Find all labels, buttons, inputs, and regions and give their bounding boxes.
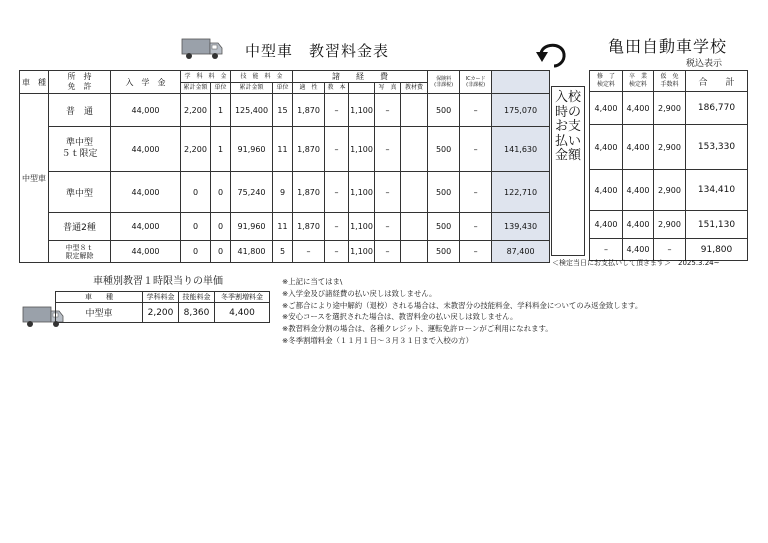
- ic-card-cell: –: [460, 213, 492, 241]
- academic-units-cell: 0: [211, 172, 231, 213]
- exam-fee-table: [589, 70, 748, 261]
- subtotal-cell: 141,630: [492, 127, 550, 172]
- admission-cell: 44,000: [111, 172, 181, 213]
- blank-cell: [401, 213, 428, 241]
- graduation-cell: 4,400: [623, 170, 654, 211]
- table-row: [590, 92, 748, 125]
- academic-total-cell: 0: [181, 213, 211, 241]
- subtotal-cell: 139,430: [492, 213, 550, 241]
- subtotal-cell: 122,710: [492, 172, 550, 213]
- header-misc: 諸 経 費: [293, 71, 428, 83]
- skill-units-cell: 11: [273, 213, 293, 241]
- blank-cell: [401, 241, 428, 263]
- note-item: ※冬季割増料金（１１月１日～３月３１日まで入校の方）: [282, 335, 473, 345]
- skill-units-cell: 5: [273, 241, 293, 263]
- note-item: ※教習料金分割の場合は、各種クレジット、運転免許ローンがご利用になれます。: [282, 324, 553, 334]
- header-skill-units: 単位: [273, 83, 293, 94]
- header-skill-total: 累計金額: [231, 83, 273, 94]
- skill-total-cell: 41,800: [231, 241, 273, 263]
- graduation-cell: 4,400: [623, 125, 654, 170]
- total-cell: 153,330: [686, 125, 748, 170]
- provisional-cell: 2,900: [654, 170, 686, 211]
- header-insurance: 保険料 (非課税): [428, 71, 460, 94]
- unit-academic-cell: 2,200: [143, 303, 179, 323]
- admission-cell: 44,000: [111, 127, 181, 172]
- textbook-cell: –: [325, 172, 349, 213]
- photo-cell: 1,100: [349, 213, 375, 241]
- header-textbook: 教 本: [325, 83, 349, 94]
- blank-cell: [401, 172, 428, 213]
- note-item: ※ご都合により途中解約（退校）される場合は、未教習分の技能料金、学科料金についてのみ返金致します。: [282, 300, 643, 310]
- ic-card-cell: –: [460, 241, 492, 263]
- materials-cell: –: [375, 127, 401, 172]
- license-cell: 準中型: [49, 172, 111, 213]
- page-title: 中型車 教習料金表: [245, 42, 390, 60]
- aptitude-cell: 1,870: [293, 172, 325, 213]
- completion-cell: 4,400: [590, 211, 623, 239]
- skill-units-cell: 15: [273, 94, 293, 127]
- materials-cell: –: [375, 172, 401, 213]
- insurance-cell: 500: [428, 172, 460, 213]
- academic-units-cell: 0: [211, 213, 231, 241]
- skill-total-cell: 75,240: [231, 172, 273, 213]
- textbook-cell: –: [325, 94, 349, 127]
- textbook-cell: –: [325, 127, 349, 172]
- aptitude-cell: –: [293, 241, 325, 263]
- header-photo: 写 真: [375, 83, 401, 94]
- ic-card-cell: –: [460, 127, 492, 172]
- completion-cell: 4,400: [590, 125, 623, 170]
- academic-units-cell: 1: [211, 94, 231, 127]
- table-row: [20, 241, 550, 263]
- unit-winter-cell: 4,400: [215, 303, 270, 323]
- header-aptitude: 適 性: [293, 83, 325, 94]
- skill-units-cell: 11: [273, 127, 293, 172]
- graduation-cell: 4,400: [623, 239, 654, 261]
- ic-card-cell: –: [460, 94, 492, 127]
- header-completion-fee: 修 了 検定料: [590, 71, 623, 92]
- vehicle-type-cell: 中型車: [20, 94, 49, 263]
- license-cell: 普 通: [49, 94, 111, 127]
- total-cell: 134,410: [686, 170, 748, 211]
- textbook-cell: –: [325, 213, 349, 241]
- skill-total-cell: 91,960: [231, 127, 273, 172]
- table-row: [20, 127, 550, 172]
- academic-units-cell: 1: [211, 127, 231, 172]
- header-provisional-fee: 仮 免 手数料: [654, 71, 686, 92]
- notes: [282, 276, 642, 347]
- header-admission: 入 学 金: [111, 71, 181, 94]
- photo-cell: 1,100: [349, 94, 375, 127]
- header-license: 所 持 免 許: [49, 71, 111, 94]
- table-row: [590, 125, 748, 170]
- admission-cell: 44,000: [111, 241, 181, 263]
- header-academic: 学 科 料 金: [181, 71, 231, 83]
- unit-header-vehicle: 車 種: [56, 292, 143, 303]
- tax-note: 税込表示: [686, 59, 723, 69]
- insurance-cell: 500: [428, 127, 460, 172]
- photo-cell: 1,100: [349, 172, 375, 213]
- header-academic-total: 累計金額: [181, 83, 211, 94]
- table-row: [590, 170, 748, 211]
- academic-total-cell: 2,200: [181, 127, 211, 172]
- academic-total-cell: 0: [181, 172, 211, 213]
- subtotal-header: [492, 71, 550, 94]
- completion-cell: –: [590, 239, 623, 261]
- academic-total-cell: 0: [181, 241, 211, 263]
- ic-card-cell: –: [460, 172, 492, 213]
- note-item: ※上記に当てはま\: [282, 277, 343, 286]
- header-materials: 教材費: [401, 83, 428, 94]
- insurance-cell: 500: [428, 241, 460, 263]
- materials-cell: –: [375, 94, 401, 127]
- total-cell: 91,800: [686, 239, 748, 261]
- unit-price-table: [55, 291, 270, 323]
- total-cell: 186,770: [686, 92, 748, 125]
- header-vehicle: 車 種: [20, 71, 49, 94]
- subtotal-cell: 175,070: [492, 94, 550, 127]
- fee-table: [19, 70, 550, 263]
- skill-total-cell: 91,960: [231, 213, 273, 241]
- header-skill: 技 能 料 金: [231, 71, 293, 83]
- academic-total-cell: 2,200: [181, 94, 211, 127]
- materials-cell: –: [375, 241, 401, 263]
- table-row: [56, 303, 270, 323]
- note-item: ※入学金及び諸経費の払い戻しは致しません。: [282, 288, 437, 298]
- aptitude-cell: 1,870: [293, 94, 325, 127]
- table-row: [20, 94, 550, 127]
- unit-header-winter: 冬季割増料金: [215, 292, 270, 303]
- aptitude-cell: 1,870: [293, 127, 325, 172]
- unit-header-skill: 技能料金: [179, 292, 215, 303]
- textbook-cell: –: [325, 241, 349, 263]
- blank-cell: [401, 94, 428, 127]
- exam-day-payment-note: ＜検定当日にお支払いして頂きます＞ 2025.3.24~: [552, 259, 720, 267]
- photo-cell: 1,100: [349, 127, 375, 172]
- materials-cell: –: [375, 213, 401, 241]
- table-row: [590, 211, 748, 239]
- license-cell: 普通2種: [49, 213, 111, 241]
- payment-on-admission-label: 入校時のお支払い金額: [551, 86, 585, 256]
- table-row: [20, 213, 550, 241]
- header-graduation-fee: 卒 業 検定料: [623, 71, 654, 92]
- license-cell: 準中型 ５ｔ限定: [49, 127, 111, 172]
- table-row: [20, 172, 550, 213]
- unit-skill-cell: 8,360: [179, 303, 215, 323]
- unit-vehicle-cell: 中型車: [56, 303, 143, 323]
- provisional-cell: 2,900: [654, 211, 686, 239]
- aptitude-cell: 1,870: [293, 213, 325, 241]
- skill-units-cell: 9: [273, 172, 293, 213]
- insurance-cell: 500: [428, 94, 460, 127]
- header-blank: [349, 83, 375, 94]
- provisional-cell: –: [654, 239, 686, 261]
- admission-cell: 44,000: [111, 213, 181, 241]
- skill-total-cell: 125,400: [231, 94, 273, 127]
- unit-header-academic: 学科料金: [143, 292, 179, 303]
- graduation-cell: 4,400: [623, 92, 654, 125]
- school-name: 亀田自動車学校: [608, 37, 728, 56]
- unit-price-title: 車種別教習１時限当りの単価: [93, 276, 223, 287]
- curved-arrow-icon: [532, 38, 572, 70]
- license-cell: 中型８ｔ 限定解除: [49, 241, 111, 263]
- blank-cell: [401, 127, 428, 172]
- truck-icon: [181, 38, 223, 60]
- photo-cell: 1,100: [349, 241, 375, 263]
- graduation-cell: 4,400: [623, 211, 654, 239]
- subtotal-cell: 87,400: [492, 241, 550, 263]
- header-total: 合 計: [686, 71, 748, 92]
- completion-cell: 4,400: [590, 92, 623, 125]
- admission-cell: 44,000: [111, 94, 181, 127]
- insurance-cell: 500: [428, 213, 460, 241]
- total-cell: 151,130: [686, 211, 748, 239]
- academic-units-cell: 0: [211, 241, 231, 263]
- provisional-cell: 2,900: [654, 92, 686, 125]
- note-item: ※安心コースを選択された場合は、教習料金の払い戻しは致しません。: [282, 312, 518, 322]
- header-ic-card: ICカード (非課税): [460, 71, 492, 94]
- completion-cell: 4,400: [590, 170, 623, 211]
- header-academic-units: 単位: [211, 83, 231, 94]
- provisional-cell: 2,900: [654, 125, 686, 170]
